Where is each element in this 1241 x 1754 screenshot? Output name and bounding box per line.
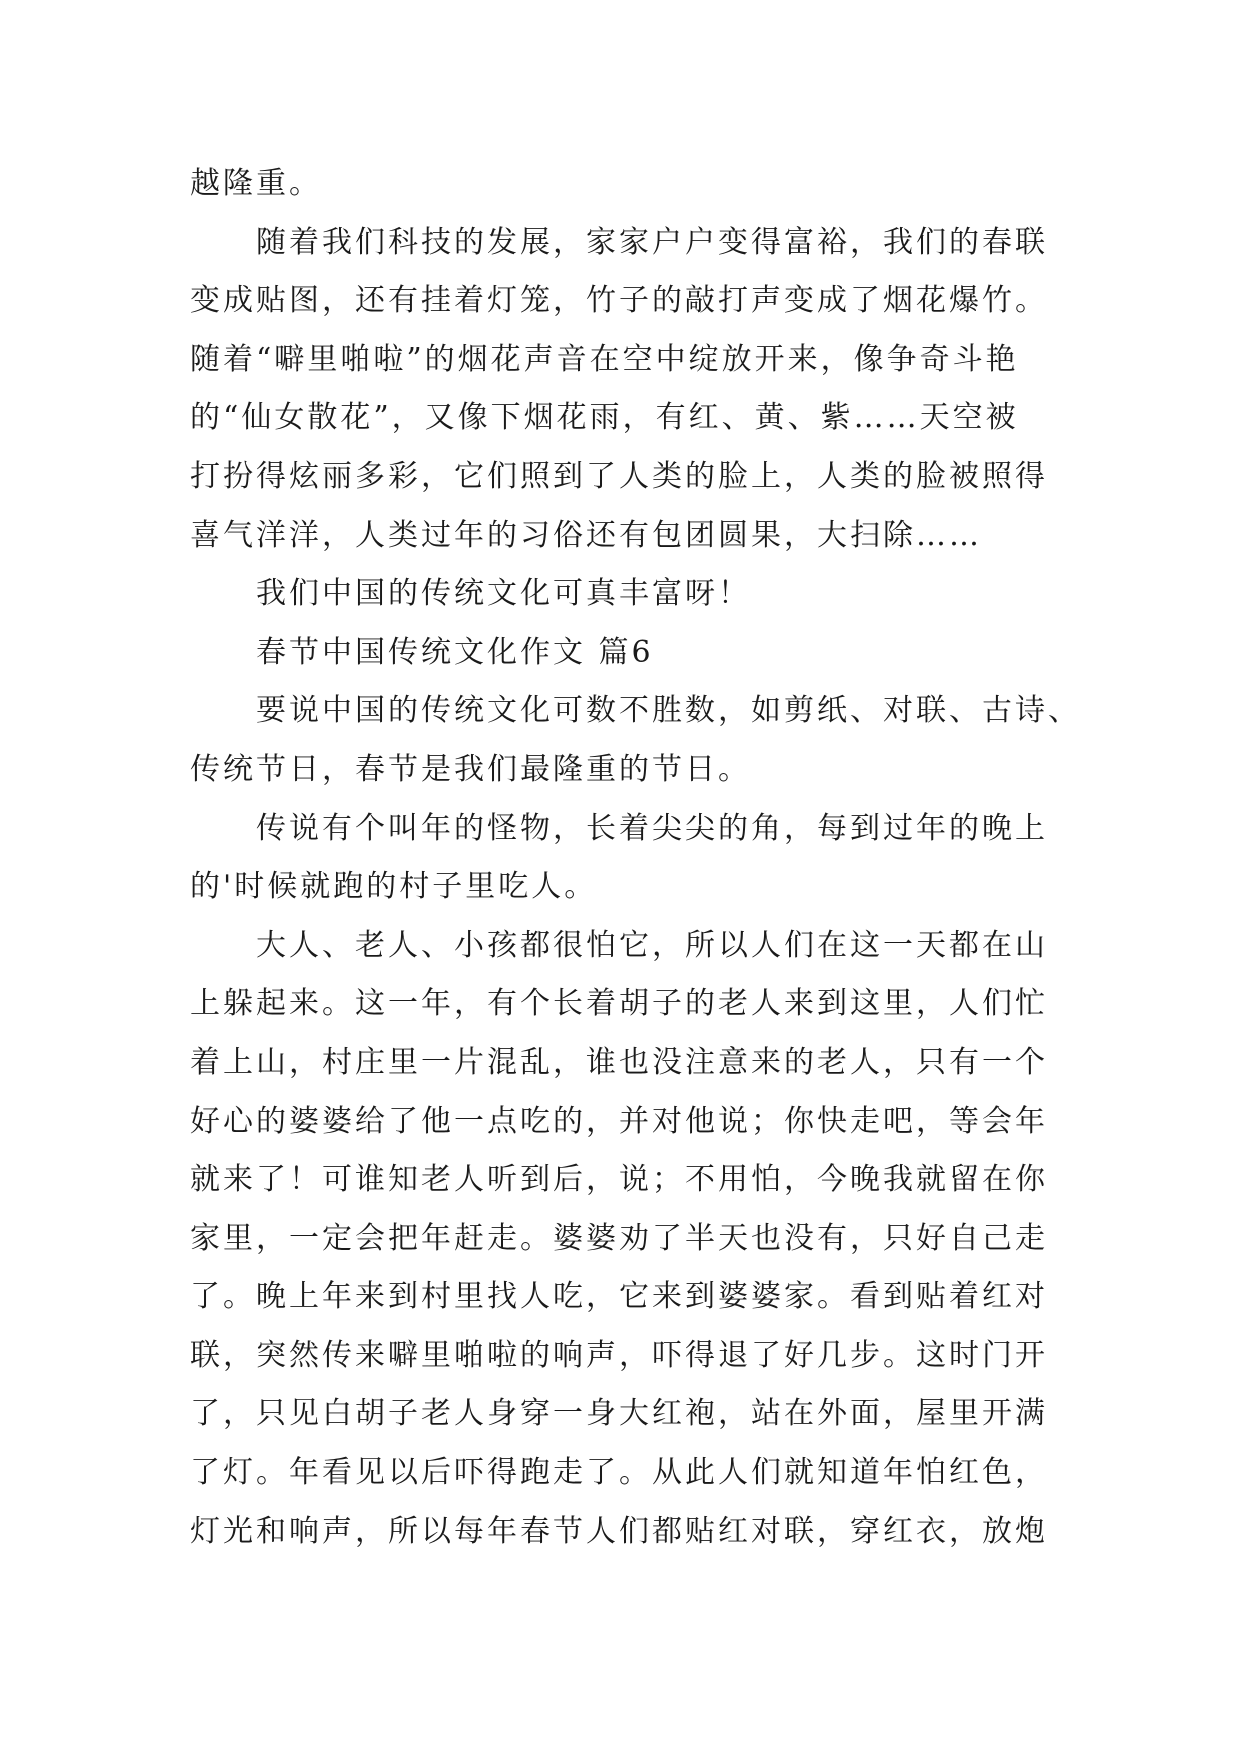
text-line: 了，只见白胡子老人身穿一身大红袍，站在外面，屋里开满 — [190, 1396, 1048, 1432]
text-line: 变成贴图，还有挂着灯笼，竹子的敲打声变成了烟花爆竹。 — [190, 283, 1048, 319]
text-line: 就来了！可谁知老人听到后，说；不用怕，今晚我就留在你 — [190, 1162, 1048, 1198]
text-line: 喜气洋洋，人类过年的习俗还有包团圆果，大扫除…… — [190, 517, 982, 553]
text-line: 打扮得炫丽多彩，它们照到了人类的脸上，人类的脸被照得 — [190, 458, 1048, 494]
text-line: 着上山，村庄里一片混乱，谁也没注意来的老人，只有一个 — [190, 1044, 1048, 1080]
text-line: 我们中国的传统文化可真丰富呀！ — [256, 576, 751, 612]
text-line: 要说中国的传统文化可数不胜数，如剪纸、对联、古诗、 — [256, 693, 1081, 729]
text-line: 上躲起来。这一年，有个长着胡子的老人来到这里，人们忙 — [190, 986, 1048, 1022]
text-line: 家里，一定会把年赶走。婆婆劝了半天也没有，只好自己走 — [190, 1220, 1048, 1256]
text-line: 了。晚上年来到村里找人吃，它来到婆婆家。看到贴着红对 — [190, 1279, 1048, 1315]
text-line: 越隆重。 — [190, 166, 322, 201]
text-line: 传统节日，春节是我们最隆重的节日。 — [190, 751, 751, 787]
section-heading: 春节中国传统文化作文 篇6 — [256, 634, 654, 670]
text-line: 传说有个叫年的怪物，长着尖尖的角，每到过年的晚上 — [256, 810, 1048, 846]
text-line: 灯光和响声，所以每年春节人们都贴红对联，穿红衣，放炮 — [190, 1513, 1048, 1549]
text-line: 了灯。年看见以后吓得跑走了。从此人们就知道年怕红色， — [190, 1455, 1048, 1491]
text-line: 好心的婆婆给了他一点吃的，并对他说；你快走吧，等会年 — [190, 1103, 1048, 1139]
document-body — [190, 155, 1081, 1561]
text-line: 联，突然传来噼里啪啦的响声，吓得退了好几步。这时门开 — [190, 1337, 1048, 1373]
text-line: 的“仙女散花”，又像下烟花雨，有红、黄、紫……天空被 — [190, 400, 1019, 436]
text-line: 随着我们科技的发展，家家户户变得富裕，我们的春联 — [256, 224, 1048, 260]
text-line: 的'时候就跑的村子里吃人。 — [190, 869, 598, 905]
text-line: 随着“噼里啪啦”的烟花声音在空中绽放开来，像争奇斗艳 — [190, 341, 1019, 377]
text-line: 大人、老人、小孩都很怕它，所以人们在这一天都在山 — [256, 927, 1048, 963]
